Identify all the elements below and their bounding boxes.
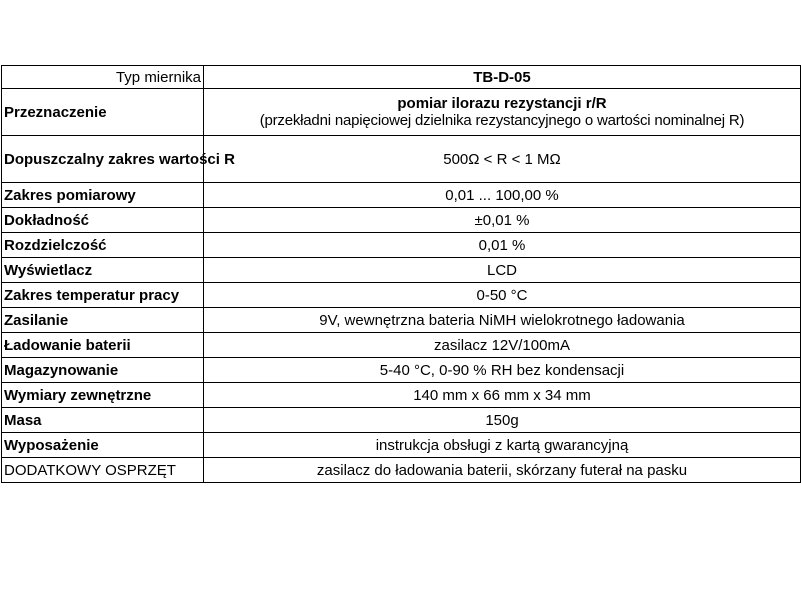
table-row	[2, 358, 801, 383]
accessories-value: zasilacz do ładowania baterii, skórzany futerał na pasku	[204, 458, 801, 483]
row-value: instrukcja obsługi z kartą gwarancyjną	[204, 433, 801, 458]
table-row-purpose	[2, 89, 801, 136]
row-value: 5-40 °C, 0-90 % RH bez kondensacji	[204, 358, 801, 383]
meter-type-value: TB-D-05	[204, 66, 801, 89]
purpose-label: Przeznaczenie	[2, 89, 204, 136]
table-row	[2, 433, 801, 458]
table-row-accessories	[2, 458, 801, 483]
table-row	[2, 233, 801, 258]
row-value: ±0,01 %	[204, 208, 801, 233]
row-label: Wyposażenie	[2, 433, 204, 458]
purpose-value-line1: pomiar ilorazu rezystancji r/R	[397, 95, 607, 112]
row-label: Wyświetlacz	[2, 258, 204, 283]
table-row	[2, 383, 801, 408]
row-label: Magazynowanie	[2, 358, 204, 383]
row-value: 0-50 °C	[204, 283, 801, 308]
purpose-value	[204, 89, 801, 136]
table-row	[2, 136, 801, 183]
row-label: Rozdzielczość	[2, 233, 204, 258]
table-row	[2, 308, 801, 333]
row-value: 9V, wewnętrzna bateria NiMH wielokrotnego ładowania	[204, 308, 801, 333]
row-value: LCD	[204, 258, 801, 283]
table-row	[2, 283, 801, 308]
row-value: 0,01 ... 100,00 %	[204, 183, 801, 208]
row-label: Dokładność	[2, 208, 204, 233]
table-row	[2, 208, 801, 233]
row-label: Masa	[2, 408, 204, 433]
row-value: 0,01 %	[204, 233, 801, 258]
row-label: Ładowanie baterii	[2, 333, 204, 358]
table-row	[2, 408, 801, 433]
accessories-label: DODATKOWY OSPRZĘT	[2, 458, 204, 483]
row-label: Wymiary zewnętrzne	[2, 383, 204, 408]
table-row	[2, 258, 801, 283]
table-row	[2, 333, 801, 358]
row-label: Zakres temperatur pracy	[2, 283, 204, 308]
table-row	[2, 183, 801, 208]
row-value: 150g	[204, 408, 801, 433]
row-label: Dopuszczalny zakres wartości R	[2, 136, 204, 183]
purpose-value-line2: (przekładni napięciowej dzielnika rezystancyjnego o wartości nominalnej R)	[259, 112, 745, 129]
meter-type-label: Typ miernika	[2, 66, 204, 89]
table-row-meter-type	[2, 66, 801, 89]
row-label: Zakres pomiarowy	[2, 183, 204, 208]
row-label: Zasilanie	[2, 308, 204, 333]
row-value: 140 mm x 66 mm x 34 mm	[204, 383, 801, 408]
row-value: zasilacz 12V/100mA	[204, 333, 801, 358]
specification-table	[1, 65, 801, 483]
row-value: 500Ω < R < 1 MΩ	[204, 136, 801, 183]
